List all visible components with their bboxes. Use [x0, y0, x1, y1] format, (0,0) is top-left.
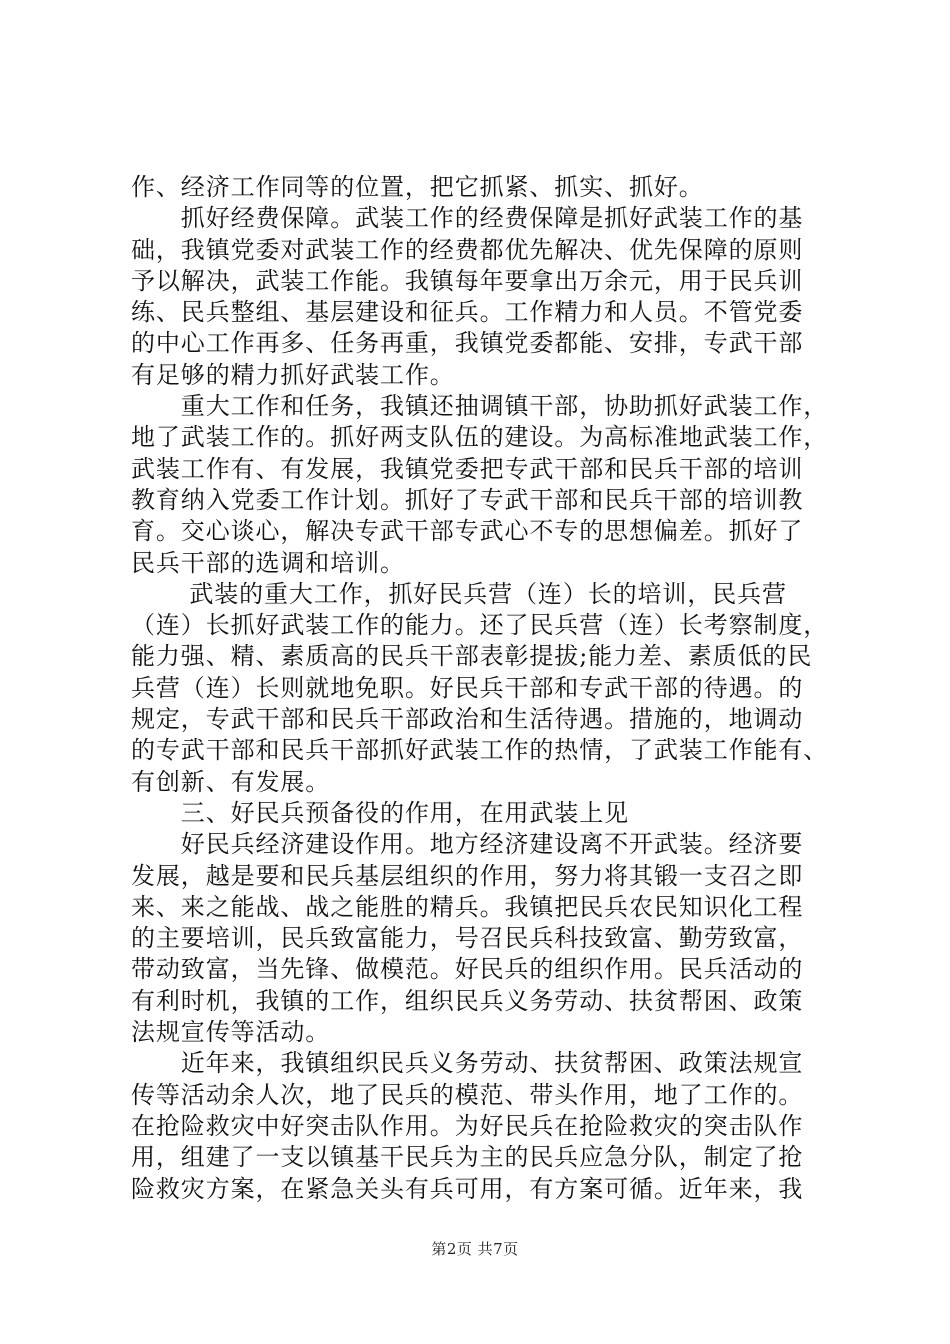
text-line: 武装的重大工作，抓好民兵营（连）长的培训，民兵营: [131, 579, 787, 608]
text-line: 的专武干部和民兵干部抓好武装工作的热情，了武装工作能有、: [131, 736, 829, 765]
text-line: 练、民兵整组、基层建设和征兵。工作精力和人员。不管党委: [131, 298, 804, 327]
text-line: 民兵干部的选调和培训。: [131, 548, 405, 577]
text-line: 带动致富，当先锋、做模范。好民兵的组织作用。民兵活动的: [131, 955, 804, 984]
section-heading: 三、好民兵预备役的作用，在用武装上见: [131, 798, 629, 827]
text-line: 武装工作有、有发展，我镇党委把专武干部和民兵干部的培训: [131, 454, 804, 483]
text-line: 予以解决，武装工作能。我镇每年要拿出万余元，用于民兵训: [131, 266, 804, 295]
text-line: 抓好经费保障。武装工作的经费保障是抓好武装工作的基: [131, 204, 804, 233]
text-line: 发展，越是要和民兵基层组织的作用，努力将其锻一支召之即: [131, 861, 804, 890]
text-line: 础，我镇党委对武装工作的经费都优先解决、优先保障的原则: [131, 235, 804, 264]
text-line: 有利时机，我镇的工作，组织民兵义务劳动、扶贫帮困、政策: [131, 986, 804, 1015]
body-text: [131, 172, 831, 1205]
text-line: 重大工作和任务，我镇还抽调镇干部，协助抓好武装工作，: [131, 392, 829, 421]
text-line: 传等活动余人次，地了民兵的模范、带头作用，地了工作的。: [131, 1080, 804, 1109]
text-line: 的中心工作再多、任务再重，我镇党委都能、安排，专武干部: [131, 329, 804, 358]
text-line: 在抢险救灾中好突击队作用。为好民兵在抢险救灾的突击队作: [131, 1111, 804, 1140]
text-line: 教育纳入党委工作计划。抓好了专武干部和民兵干部的培训教: [131, 485, 804, 514]
text-line: 好民兵经济建设作用。地方经济建设离不开武装。经济要: [131, 830, 804, 859]
text-line: 用，组建了一支以镇基干民兵为主的民兵应急分队，制定了抢: [131, 1143, 804, 1172]
text-line: 能力强、精、素质高的民兵干部表彰提拔;能力差、素质低的民: [131, 642, 813, 671]
text-line: 险救灾方案，在紧急关头有兵可用，有方案可循。近年来，我: [131, 1174, 804, 1203]
text-line: 近年来，我镇组织民兵义务劳动、扶贫帮困、政策法规宣: [131, 1049, 804, 1078]
text-line: 有足够的精力抓好武装工作。: [131, 360, 455, 389]
text-line: 规定，专武干部和民兵干部政治和生活待遇。措施的，地调动: [131, 705, 804, 734]
text-line: 法规宣传等活动。: [131, 1018, 331, 1047]
page-number-footer: 第2页 共7页: [431, 1240, 519, 1258]
text-line: 的主要培训，民兵致富能力，号召民兵科技致富、勤劳致富，: [131, 924, 804, 953]
text-line: 来、来之能战、战之能胜的精兵。我镇把民兵农民知识化工程: [131, 892, 804, 921]
text-line: （连）长抓好武装工作的能力。还了民兵营（连）长考察制度，: [131, 611, 829, 640]
text-line: 育。交心谈心，解决专武干部专武心不专的思想偏差。抓好了: [131, 517, 804, 546]
text-line: 作、经济工作同等的位置，把它抓紧、抓实、抓好。: [131, 173, 704, 201]
text-line: 兵营（连）长则就地免职。好民兵干部和专武干部的待遇。的: [131, 673, 804, 702]
text-line: 有创新、有发展。: [131, 767, 331, 796]
text-line: 地了武装工作的。抓好两支队伍的建设。为高标准地武装工作，: [131, 423, 829, 452]
